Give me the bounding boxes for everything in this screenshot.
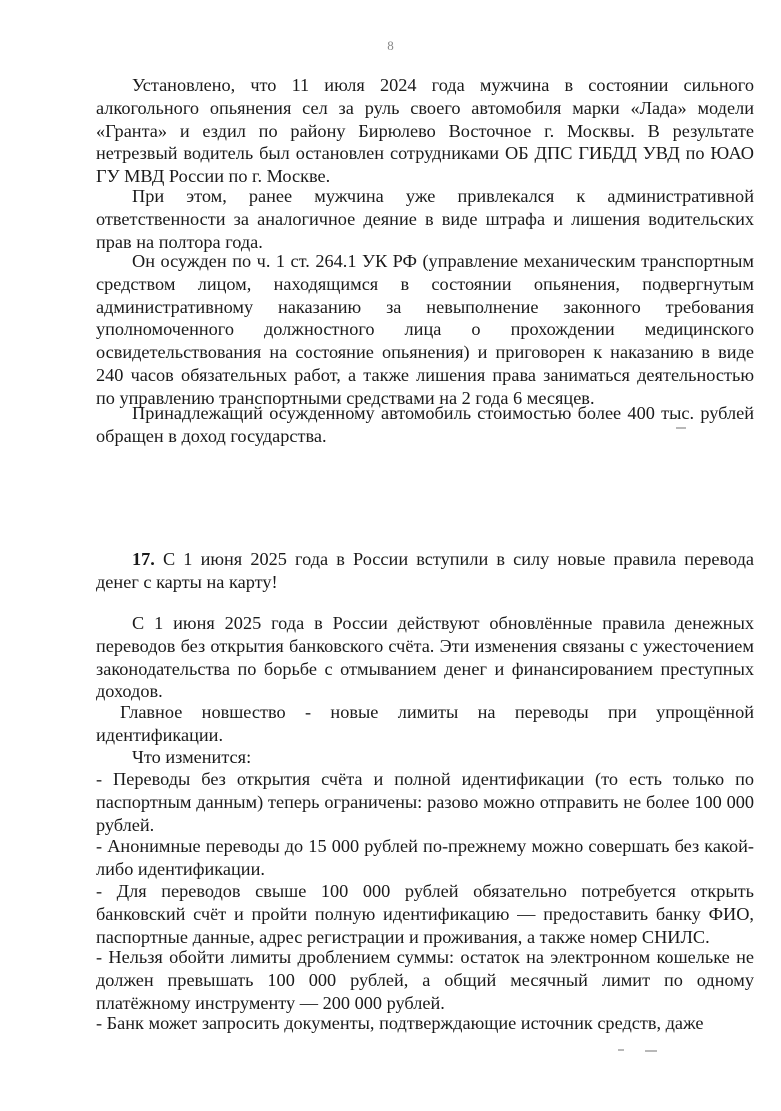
paragraph-sentence: Он осужден по ч. 1 ст. 264.1 УК РФ (управление механическим транспортным средством лицом, находящимся в состоянии опьянения, подвергнутым административному наказанию за невыполнение законного требования уполномоченного должностного лица о прохождении медицинского освидетельствования на состояние опьянения) и приговорен к наказанию в виде 240 часов обязательных работ, а также лишения права заниматься деятельностью по управлению транспортными средствами на 2 года 6 месяцев. [96, 251, 754, 408]
scan-mark [645, 1050, 657, 1052]
section-title: С 1 июня 2025 года в России вступили в силу новые правила перевода денег с карты на карту! [96, 549, 754, 592]
paragraph-prior-offense: При этом, ранее мужчина уже привлекался к административной ответственности за аналогичное деяние в виде штрафа и лишения водительских прав на полтора года. [96, 186, 754, 252]
paragraph-incident: Установлено, что 11 июля 2024 года мужчина в состоянии сильного алкогольного опьянения сел за руль своего автомобиля марки «Лада» модели «Гранта» и ездил по району Бирюлево Восточное г. Москвы. В результате нетрезвый водитель был остановлен сотрудниками ОБ ДПС ГИБДД УВД по ЮАО ГУ МВД России по г. Москве. [96, 75, 754, 187]
paragraph-main-news: Главное новшество - новые лимиты на переводы при упрощённой идентификации. [96, 702, 754, 745]
list-item: - Анонимные переводы до 15 000 рублей по-прежнему можно совершать без какой-либо идентификации. [96, 836, 754, 879]
section-heading [96, 548, 754, 594]
paragraph-intro: С 1 июня 2025 года в России действуют обновлённые правила денежных переводов без открытия банковского счёта. Эти изменения связаны с ужесточением законодательства по борьбе с отмыванием денег и финансированием преступных доходов. [96, 613, 754, 702]
what-changes-label: Что изменится: [132, 747, 252, 767]
list-item: - Нельзя обойти лимиты дроблением суммы: остаток на электронном кошельке не должен превышать 100 000 рублей, а общий месячный лимит по одному платёжному инструменту — 200 000 рублей. [96, 947, 754, 1013]
scan-mark [618, 1049, 624, 1051]
section-number: 17. [132, 549, 155, 569]
list-item: - Переводы без открытия счёта и полной идентификации (то есть только по паспортным данным) теперь ограничены: разово можно отправить не более 100 000 рублей. [96, 769, 754, 835]
page-number: 8 [387, 38, 394, 53]
list-item: - Для переводов свыше 100 000 рублей обязательно потребуется открыть банковский счёт и пройти полную идентификацию — предоставить банку ФИО, паспортные данные, адрес регистрации и проживания, а также номер СНИЛС. [96, 881, 754, 947]
scan-mark [676, 427, 686, 429]
list-item: - Банк может запросить документы, подтверждающие источник средств, даже [96, 1013, 704, 1033]
paragraph-confiscation: Принадлежащий осужденному автомобиль стоимостью более 400 тыс. рублей обращен в доход государства. [96, 403, 754, 446]
